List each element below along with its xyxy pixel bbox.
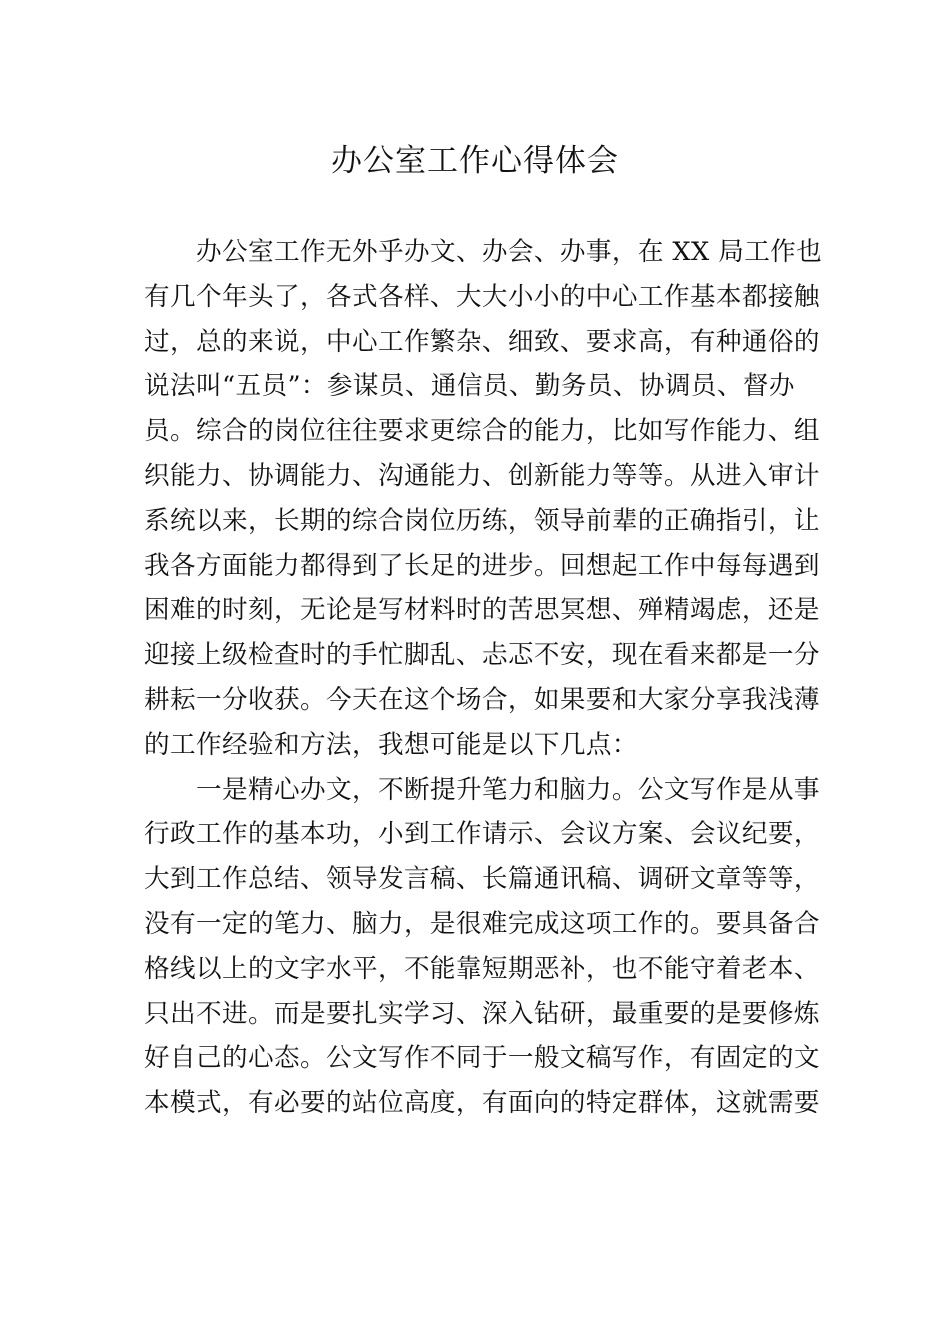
paragraph-2-line: 格线以上的文字水平，不能靠短期恶补，也不能守着老本、 bbox=[144, 953, 820, 984]
paragraph-2-line: 大到工作总结、领导发言稿、长篇通讯稿、调研文章等等， bbox=[144, 864, 820, 895]
paragraph-2-line: 一是精心办文，不断提升笔力和脑力。公文写作是从事 bbox=[196, 774, 820, 805]
paragraph-2-line: 本模式，有必要的站位高度，有面向的特定群体，这就需要 bbox=[144, 1088, 820, 1119]
paragraph-1-line: 困难的时刻，无论是写材料时的苦思冥想、殚精竭虑，还是 bbox=[144, 595, 820, 626]
paragraph-2-line: 好自己的心态。公文写作不同于一般文稿写作，有固定的文 bbox=[144, 1043, 820, 1074]
paragraph-2-line: 只出不进。而是要扎实学习、深入钻研，最重要的是要修炼 bbox=[144, 998, 820, 1029]
paragraph-1-line: 迎接上级检查时的手忙脚乱、忐忑不安，现在看来都是一分 bbox=[144, 640, 820, 671]
paragraph-1-line: 我各方面能力都得到了长足的进步。回想起工作中每每遇到 bbox=[144, 550, 820, 581]
paragraph-2-line: 行政工作的基本功，小到工作请示、会议方案、会议纪要， bbox=[144, 819, 820, 850]
paragraph-1-line: 员。综合的岗位往往要求更综合的能力，比如写作能力、组 bbox=[144, 416, 820, 447]
paragraph-1-line: 耕耘一分收获。今天在这个场合，如果要和大家分享我浅薄 bbox=[144, 684, 820, 715]
paragraph-2-line: 没有一定的笔力、脑力，是很难完成这项工作的。要具备合 bbox=[144, 908, 820, 939]
document-body bbox=[144, 230, 823, 1126]
document-title: 办公室工作心得体会 bbox=[331, 143, 619, 179]
paragraph-1-line: 的工作经验和方法，我想可能是以下几点： bbox=[144, 729, 638, 760]
paragraph-1-line: 过，总的来说，中心工作繁杂、细致、要求高，有种通俗的 bbox=[144, 326, 820, 357]
paragraph-1-line: 办公室工作无外乎办文、办会、办事，在 XX 局工作也 bbox=[196, 237, 823, 267]
paragraph-1-line: 说法叫“五员”：参谋员、通信员、勤务员、协调员、督办 bbox=[144, 371, 795, 402]
paragraph-1-line: 织能力、协调能力、沟通能力、创新能力等等。从进入审计 bbox=[144, 460, 820, 491]
paragraph-1-line: 有几个年头了，各式各样、大大小小的中心工作基本都接触 bbox=[144, 281, 820, 312]
paragraph-1-line: 系统以来，长期的综合岗位历练，领导前辈的正确指引，让 bbox=[144, 505, 820, 536]
